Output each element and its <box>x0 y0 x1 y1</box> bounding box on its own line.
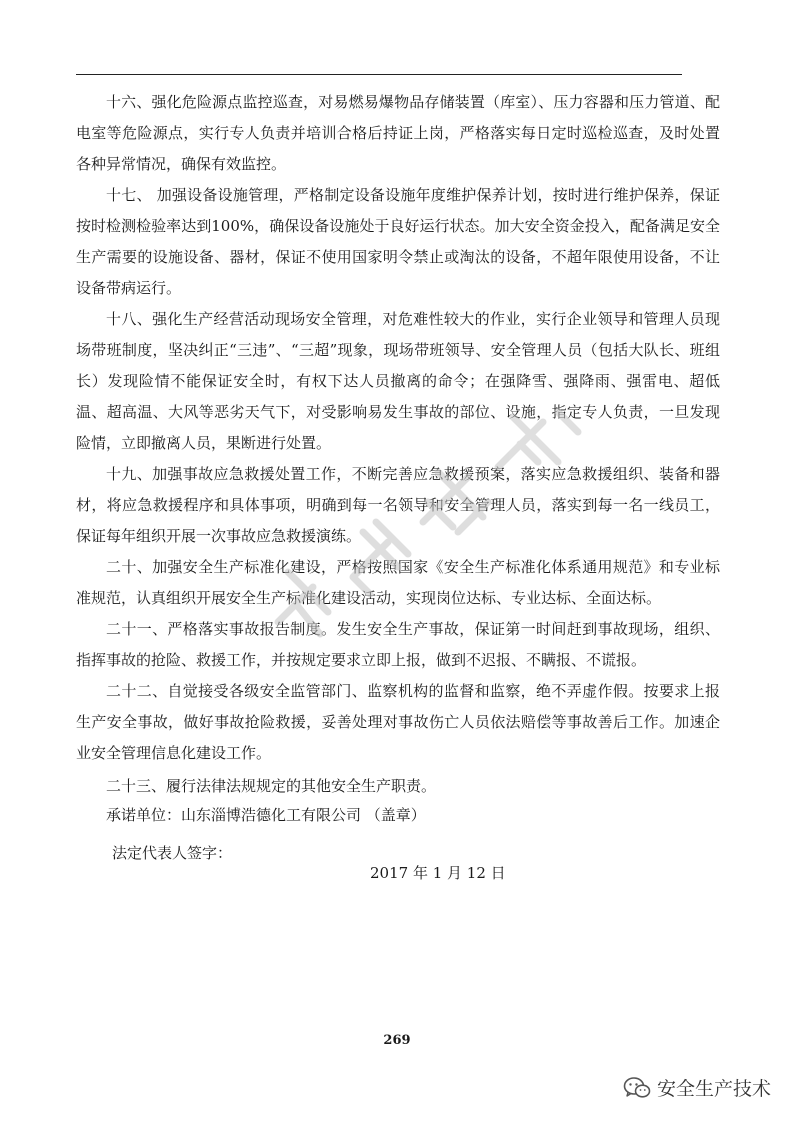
signature-label: 法定代表人签字： <box>112 844 233 862</box>
paragraph-21: 二十一、严格落实事故报告制度。发生安全生产事故，保证第一时间赶到事故现场，组织、指挥事故的抢险、救援工作，并按规定要求立即上报，做到不迟报、不瞒报、不谎报。 <box>76 620 720 669</box>
paragraph-19: 十九、加强事故应急救援处置工作，不断完善应急救援预案，落实应急救援组织、装备和器材，将应急救援程序和具体事项，明确到每一名领导和安全管理人员，落实到每一名一线员工，保证每年组织开展一次事故应急救援演练。 <box>76 465 720 545</box>
paragraph-20: 二十、加强安全生产标准化建设，严格按照国家《安全生产标准化体系通用规范》和专业标准规范，认真组织开展安全生产标准化建设活动，实现岗位达标、专业达标、全面达标。 <box>76 558 720 607</box>
document-body <box>76 87 720 827</box>
header-rule <box>76 74 682 75</box>
wechat-account-badge <box>623 1074 771 1101</box>
account-name: 安全生产技术 <box>656 1078 771 1100</box>
paragraph-23: 二十三、履行法律法规规定的其他安全生产职责。 <box>106 777 437 795</box>
wechat-icon <box>623 1076 651 1100</box>
commitment-unit: 承诺单位：山东淄博浩德化工有限公司 （盖章） <box>106 806 426 824</box>
signing-date: 2017 年 1 月 12 日 <box>370 864 506 882</box>
page-number: 269 <box>383 1033 411 1048</box>
paragraph-18: 十八、强化生产经营活动现场安全管理，对危难性较大的作业，实行企业领导和管理人员现场带班制度，坚决纠正“三违”、“三超”现象，现场带班领导、安全管理人员（包括大队长、班组长）发现险情不能保证安全时，有权下达人员撤离的命令；在强降雪、强降雨、强雷电、超低温、超高温、大风等恶劣天气下，对受影响易发生事故的部位、设施，指定专人负责，一旦发现险情，立即撤离人员，果断进行处置。 <box>76 310 720 452</box>
paragraph-22: 二十二、自觉接受各级安全监管部门、监察机构的监督和监察，绝不弄虚作假。按要求上报生产安全事故，做好事故抢险救援，妥善处理对事故伤亡人员依法赔偿等事故善后工作。加速企业安全管理信息化建设工作。 <box>76 682 720 762</box>
paragraph-17: 十七、 加强设备设施管理，严格制定设备设施年度维护保养计划，按时进行维护保养，保证按时检测检验率达到100%，确保设备设施处于良好运行状态。加大安全资金投入，配备满足安全生产需要的设施设备、器材，保证不使用国家明令禁止或淘汰的设备，不超年限使用设备，不让设备带病运行。 <box>76 186 720 297</box>
paragraph-16: 十六、强化危险源点监控巡查，对易燃易爆物品存储装置（库室）、压力容器和压力管道、配电室等危险源点，实行专人负责并培训合格后持证上岗，严格落实每日定时巡检巡查，及时处置各种异常情况，确保有效监控。 <box>76 93 720 173</box>
